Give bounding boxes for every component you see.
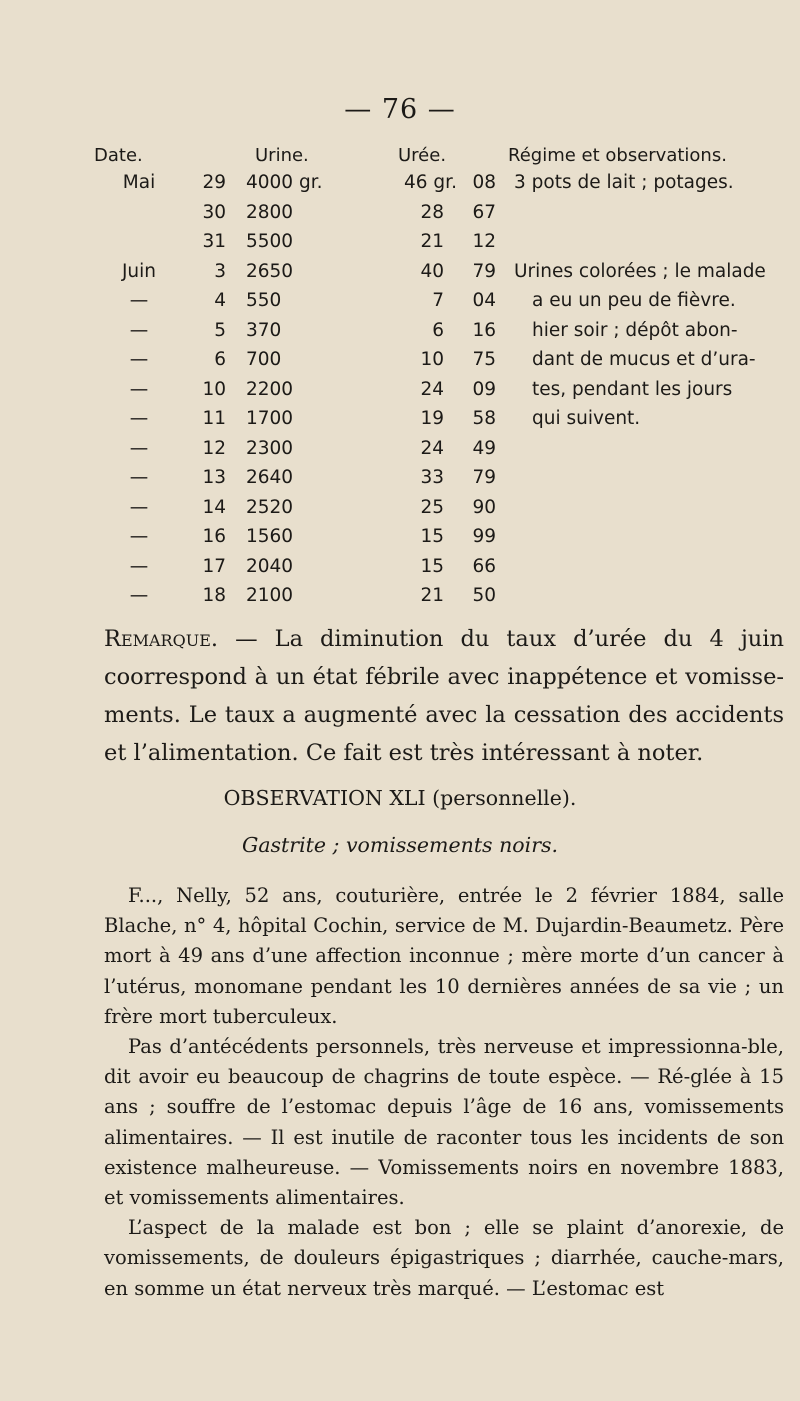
row-uree-int: 40 [420,260,444,282]
row-uree-int: 46 gr. [404,172,457,193]
obs-spacer [514,231,786,261]
paragraph: L’aspect de la malade est bon ; elle se plaint d’anorexie, de vomissements, de douleurs épigastriques ; diarrhée, cauche-mars, en somme un état nerveux très marqué. — L’estomac est [104,1216,784,1300]
row-month: Juin [121,260,157,282]
row-urine: 4000 gr. [246,172,323,193]
row-urine: 1560 [246,526,294,547]
row-uree-dec: 79 [472,260,496,282]
row-day: 6 [214,349,226,370]
row-uree-dec: 09 [472,378,496,400]
row-day: 16 [202,526,226,547]
row-day: 30 [202,201,226,223]
observation-title: OBSERVATION XLI (personnelle). [223,786,577,810]
row-uree-int: 7 [432,290,444,311]
row-uree-dec: 90 [472,496,496,518]
row-day: 18 [202,585,226,606]
row-month: Mai [122,172,156,193]
row-uree-int: 24 [420,378,444,400]
row-urine: 2100 [246,585,294,606]
row-uree-int: 24 [420,437,444,459]
header-regime: Régime et observations. [508,145,727,166]
row-month: — [129,467,149,488]
row-day: 5 [214,319,226,341]
row-uree-int: 15 [420,555,444,577]
row-day: 12 [202,437,226,459]
table-row [0,438,800,468]
row-uree-dec: 16 [472,319,496,341]
row-day: 31 [202,231,226,252]
row-uree-dec: 79 [472,467,496,488]
obs-line: qui suivent. [532,408,641,429]
row-urine: 5500 [246,231,294,252]
row-month: — [129,408,149,429]
remark-label: Remarque. [104,626,219,652]
row-day: 13 [202,467,226,488]
row-uree-int: 25 [420,496,444,518]
row-uree-int: 21 [420,231,444,252]
row-uree-int: 21 [420,585,444,606]
row-uree-dec: 12 [472,231,496,252]
row-urine: 2200 [246,378,294,400]
row-day: 17 [202,555,226,577]
row-urine: 2650 [246,260,294,282]
obs-line: hier soir ; dépôt abon- [532,319,738,341]
row-uree-int: 28 [420,201,444,223]
row-day: 11 [202,408,226,429]
row-day: 29 [202,172,226,193]
row-uree-int: 15 [420,526,444,547]
row-uree-int: 19 [420,408,444,429]
row-urine: 2520 [246,496,294,518]
obs-line: tes, pendant les jours [532,378,733,400]
row-month: — [129,496,149,518]
table-row [0,556,800,586]
remark-paragraph [104,620,784,772]
observations-column [514,172,786,438]
row-month: — [129,319,149,341]
row-month: — [129,437,149,459]
table-row [0,526,800,556]
remark-text: — La diminution du taux d’urée du 4 juin coorrespond à un état fébrile avec inappétence et vomisse-ments. Le taux a augmenté avec la cessation des accidents et l’alimentation. Ce fait est très intéressant à noter. [104,626,784,766]
row-uree-dec: 75 [472,349,496,370]
row-uree-dec: 04 [472,290,496,311]
row-urine: 550 [246,290,282,311]
row-month: — [129,585,149,606]
observation-body [104,881,784,1304]
obs-line: a eu un peu de fièvre. [532,290,736,311]
row-urine: 2040 [246,555,294,577]
row-uree-int: 10 [420,349,444,370]
row-uree-dec: 66 [472,555,496,577]
row-month: — [129,290,149,311]
row-day: 3 [214,260,226,282]
row-day: 10 [202,378,226,400]
row-uree-dec: 99 [472,526,496,547]
obs-line: dant de mucus et d’ura- [532,349,756,370]
row-uree-int: 6 [432,319,444,341]
obs-spacer [514,202,786,232]
row-month: — [129,378,149,400]
row-urine: 700 [246,349,282,370]
row-day: 4 [214,290,226,311]
header-date: Date. [94,145,143,166]
row-day: 14 [202,496,226,518]
obs-line: 3 pots de lait ; potages. [514,172,734,193]
table-row [0,467,800,497]
row-urine: 370 [246,319,282,341]
row-month: — [129,349,149,370]
row-uree-dec: 58 [472,408,496,429]
table-row [0,497,800,527]
observation-subtitle: Gastrite ; vomissements noirs. [241,833,559,857]
table-row [0,585,800,615]
paragraph: F..., Nelly, 52 ans, couturière, entrée le 2 février 1884, salle Blache, n° 4, hôpital Cochin, service de M. Dujardin-Beaumetz. Père mort à 49 ans d’une affection inconnue ; mère morte d’un cancer à l’utérus, monomane pendant les 10 dernières années de sa vie ; un frère mort tuberculeux. [104,884,784,1028]
row-month: — [129,555,149,577]
row-urine: 2640 [246,467,294,488]
row-uree-dec: 50 [472,585,496,606]
row-urine: 2300 [246,437,294,459]
row-uree-int: 33 [420,467,444,488]
row-urine: 2800 [246,201,294,223]
paragraph: Pas d’antécédents personnels, très nerveuse et impressionna-ble, dit avoir eu beaucoup de chagrins de toute espèce. — Ré-glée à 15 ans ; souffre de l’estomac depuis l’âge de 16 ans, vomissements alimentaires. — Il est inutile de raconter tous les incidents de son existence malheureuse. — Vomissements noirs en novembre 1883, et vomissements alimentaires. [104,1035,784,1210]
row-urine: 1700 [246,408,294,429]
row-uree-dec: 67 [472,201,496,223]
page-number: — 76 — [344,94,456,125]
row-month: — [129,526,149,547]
header-uree: Urée. [398,145,447,166]
row-uree-dec: 49 [472,437,496,459]
header-urine: Urine. [255,145,309,166]
row-uree-dec: 08 [472,172,496,193]
obs-line: Urines colorées ; le malade [514,260,766,282]
